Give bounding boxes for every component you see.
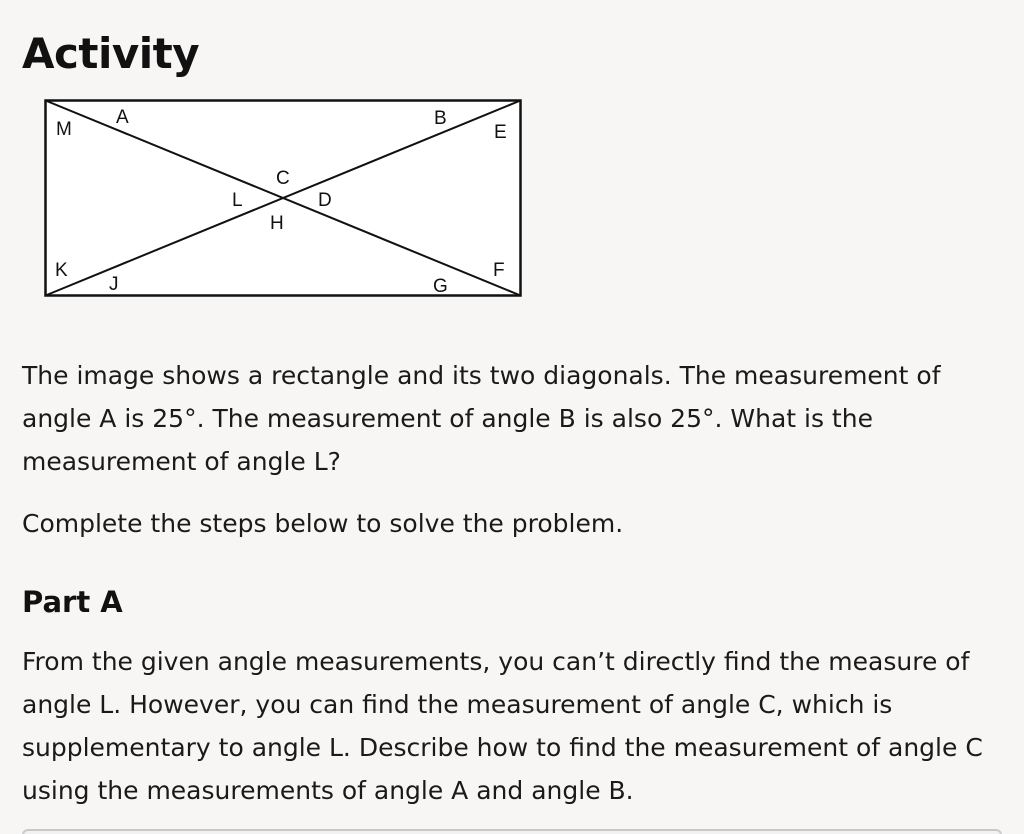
problem-statement: The image shows a rectangle and its two diagonals. The measurement of angle A is 25°. The measurement of angle B is also 25°. What is the measurement of angle L?	[22, 361, 941, 476]
answer-field[interactable]	[22, 829, 1002, 834]
label-a: A	[116, 107, 129, 128]
label-d: D	[318, 190, 332, 211]
rectangle-diagram	[44, 99, 522, 297]
label-b: B	[434, 108, 447, 129]
problem-instruction: Complete the steps below to solve the problem.	[22, 509, 624, 538]
part-a-prompt: From the given angle measurements, you can’t directly find the measure of angle L. However, you can find the measurement of angle C, which is supplementary to angle L. Describe how to find the measurement of angle C using the measurements of angle A and angle B.	[22, 647, 983, 805]
label-e: E	[494, 122, 507, 143]
label-j: J	[109, 274, 119, 295]
activity-title: Activity	[22, 29, 200, 78]
rectangle-diagram-svg	[44, 99, 522, 297]
label-l: L	[232, 190, 243, 211]
label-c: C	[276, 168, 290, 189]
label-h: H	[270, 213, 284, 234]
label-m: M	[56, 119, 72, 140]
label-f: F	[493, 260, 505, 281]
label-k: K	[55, 260, 68, 281]
part-a-heading: Part A	[22, 585, 123, 619]
label-g: G	[433, 276, 448, 297]
